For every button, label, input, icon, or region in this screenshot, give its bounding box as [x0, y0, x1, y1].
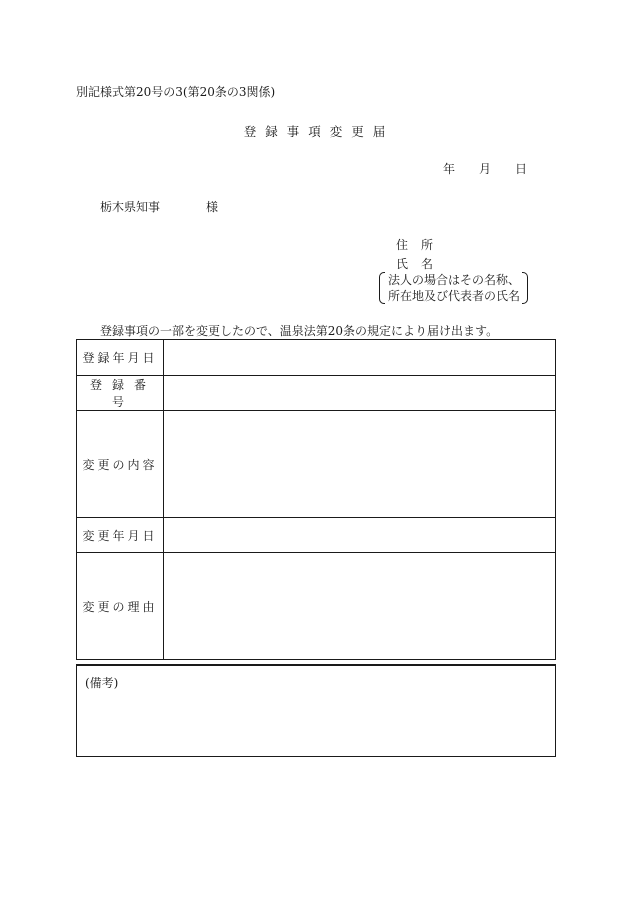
change-reason-field[interactable]	[164, 553, 556, 660]
table-row	[77, 518, 556, 553]
form-number: 別記様式第20号の3(第20条の3関係)	[76, 85, 276, 99]
corporate-note-line1: 法人の場合はその名称、	[388, 273, 521, 287]
date-year-label: 年	[443, 162, 456, 176]
corporate-note	[379, 272, 528, 304]
corporate-note-line2: 所在地及び代表者の氏名	[388, 289, 521, 303]
table-row	[77, 553, 556, 660]
change-date-field[interactable]	[164, 518, 556, 553]
registration-number-label: 登録番号	[77, 376, 164, 411]
declaration-statement: 登録事項の一部を変更したので、温泉法第20条の規定により届け出ます。	[100, 324, 499, 338]
registration-date-label: 登録年月日	[77, 340, 164, 376]
applicant-block	[383, 236, 446, 274]
change-reason-label: 変更の理由	[77, 553, 164, 660]
remarks-label: (備考)	[85, 676, 119, 690]
recipient-honorific: 様	[206, 200, 219, 214]
recipient	[100, 198, 218, 215]
date-day-label: 日	[515, 162, 528, 176]
change-content-label: 変更の内容	[77, 411, 164, 518]
date-line	[443, 160, 527, 177]
table-row	[77, 411, 556, 518]
change-form-table	[76, 339, 556, 660]
remarks-field[interactable]	[77, 665, 556, 757]
remarks-box	[76, 664, 556, 757]
table-row	[77, 376, 556, 411]
table-row	[77, 340, 556, 376]
change-date-label: 変更年月日	[77, 518, 164, 553]
document-title: 登録事項変更届	[243, 124, 395, 139]
recipient-name: 栃木県知事	[100, 200, 161, 214]
date-month-label: 月	[479, 162, 492, 176]
registration-number-field[interactable]	[164, 376, 556, 411]
change-content-field[interactable]	[164, 411, 556, 518]
address-label: 住所	[396, 238, 447, 252]
name-label: 氏名	[396, 257, 447, 271]
registration-date-field[interactable]	[164, 340, 556, 376]
